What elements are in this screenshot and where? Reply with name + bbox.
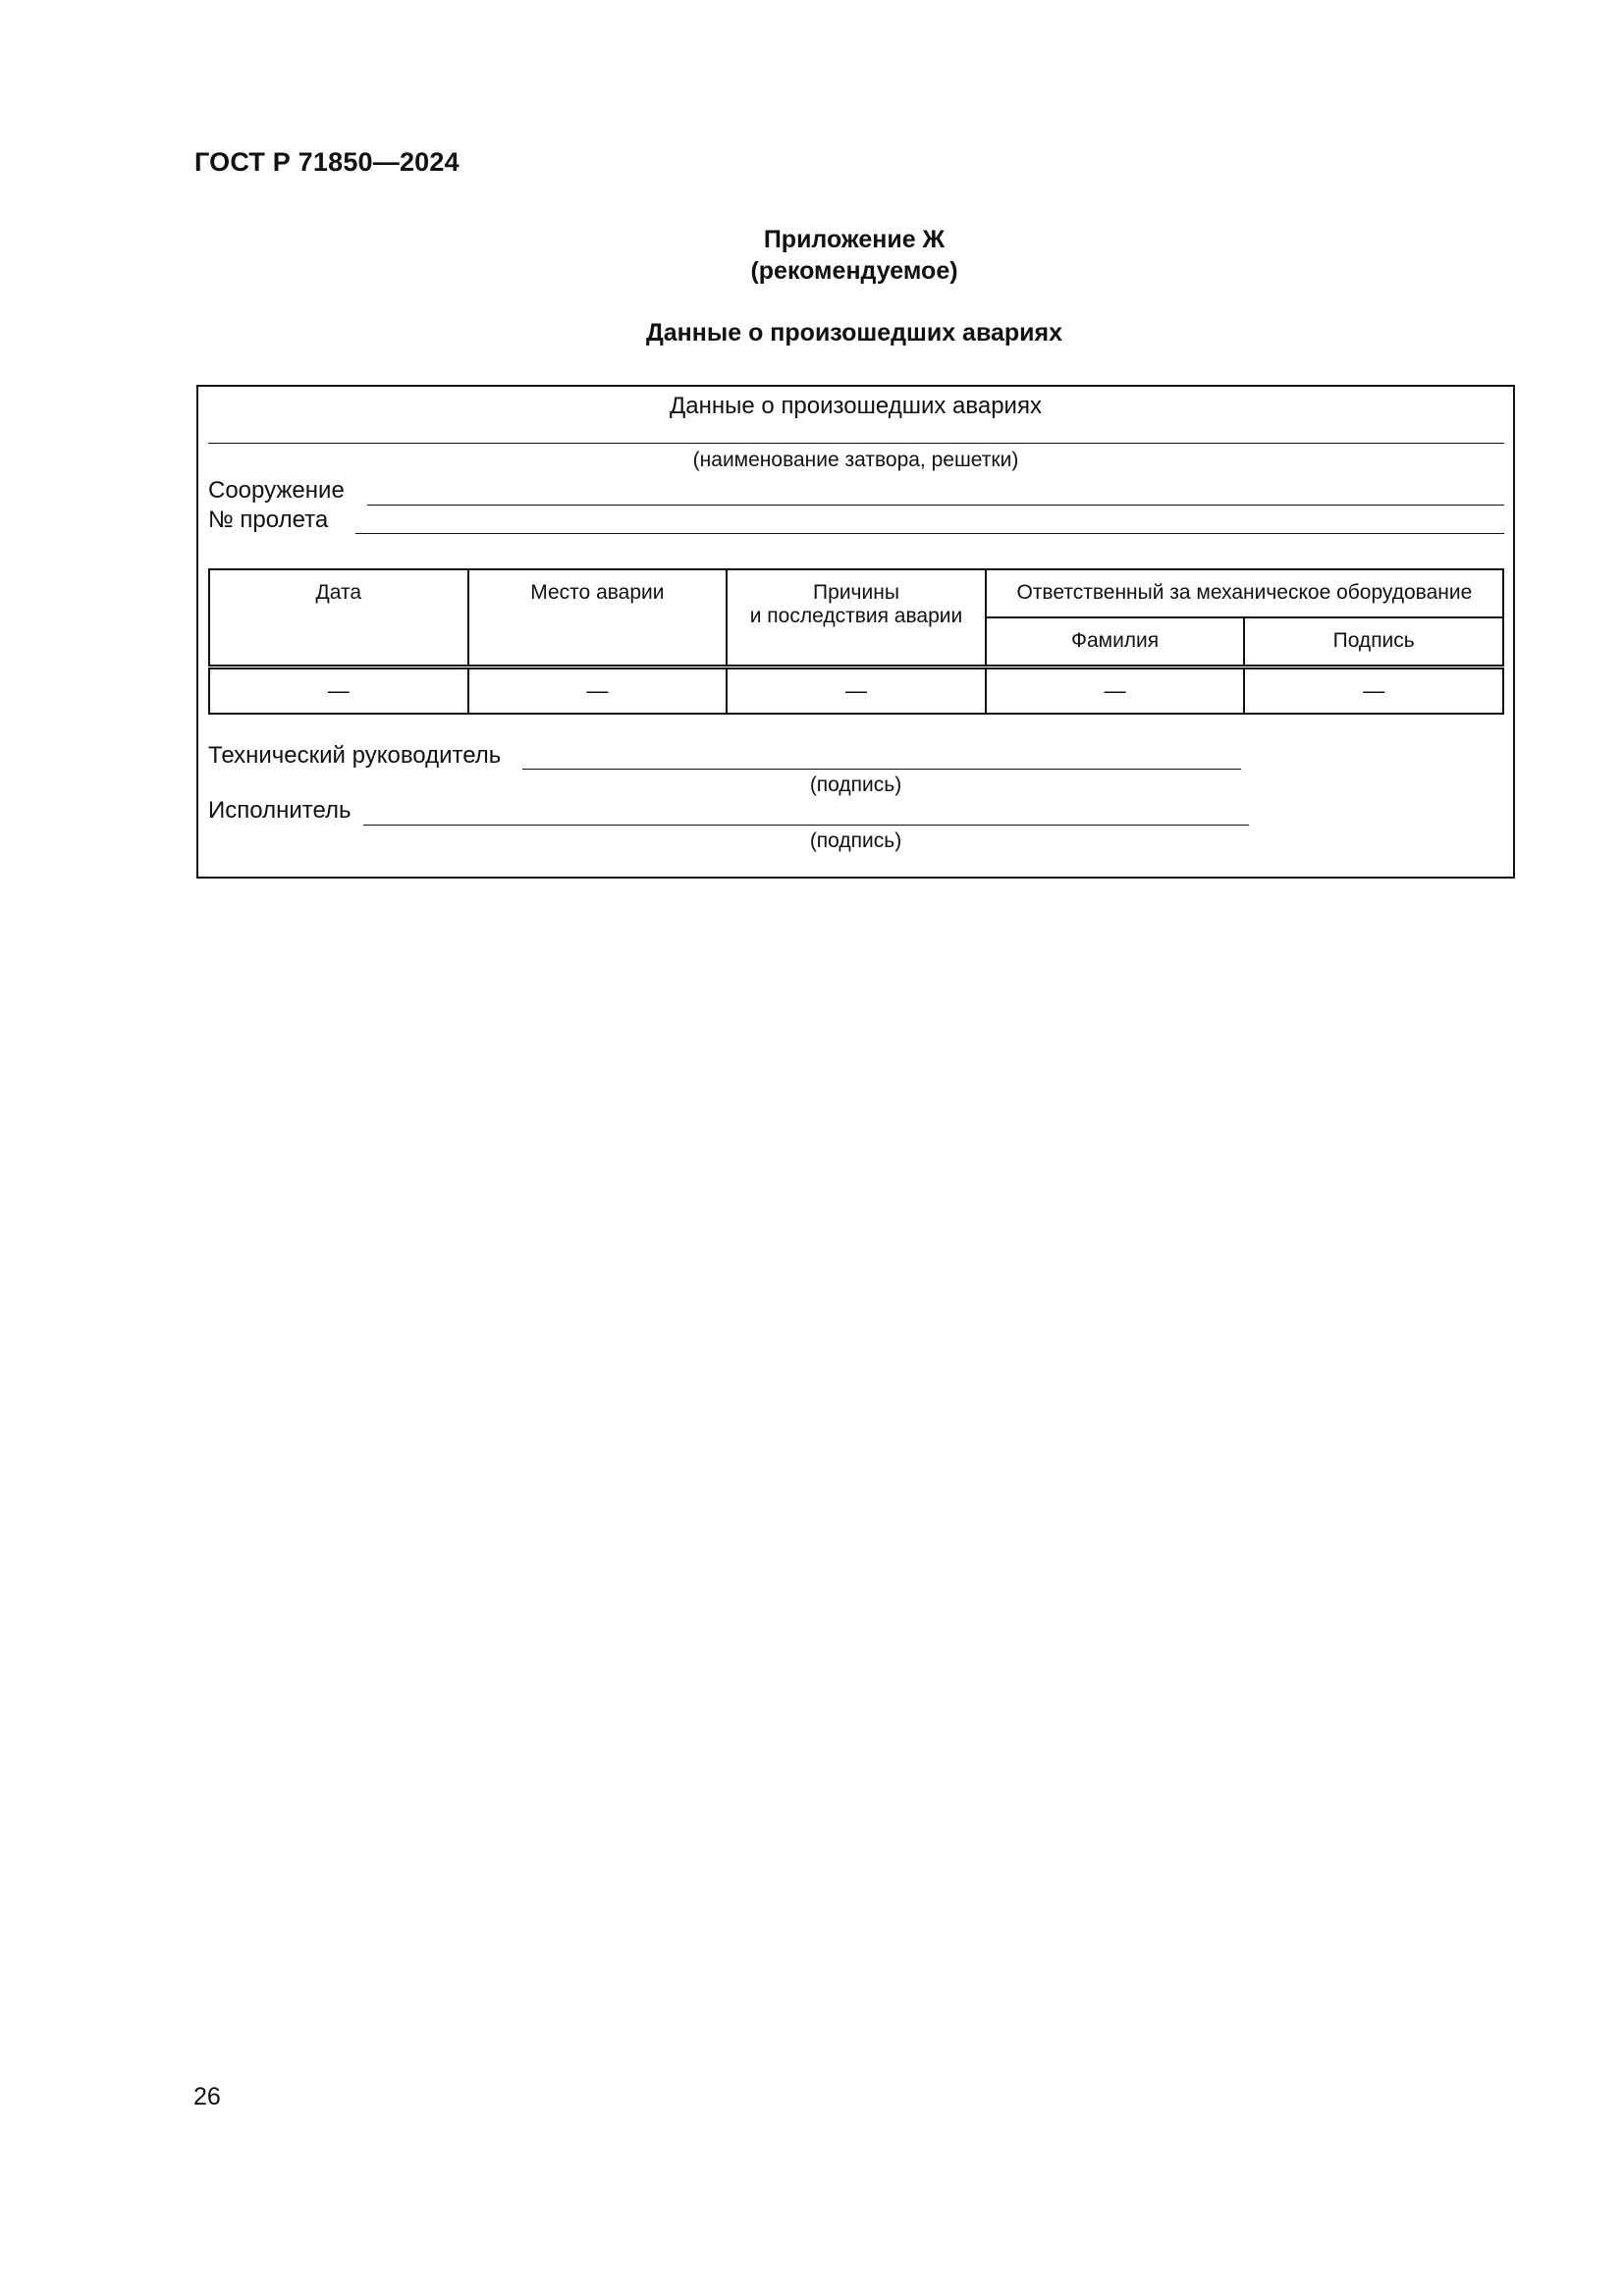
tech-manager-label: Технический руководитель (208, 742, 502, 769)
tech-manager-signature-caption: (подпись) (809, 774, 902, 796)
structure-label: Сооружение (208, 477, 345, 504)
table-row (209, 667, 1503, 715)
executor-label: Исполнитель (208, 797, 352, 824)
appendix-title: Приложение Ж (763, 226, 946, 253)
form-heading: Данные о произошедших авариях (670, 393, 1042, 419)
accident-form (196, 385, 1515, 879)
column-header-causes: Причины и последствия аварии (727, 569, 986, 667)
cell-surname: — (986, 667, 1245, 715)
column-header-responsible: Ответственный за механическое оборудование (986, 569, 1503, 617)
span-line (355, 533, 1504, 534)
column-header-place: Место аварии (468, 569, 728, 667)
column-header-date: Дата (209, 569, 468, 667)
cell-signature: — (1244, 667, 1503, 715)
gate-name-line (208, 443, 1504, 444)
page-number: 26 (193, 2083, 221, 2110)
document-code: ГОСТ Р 71850—2024 (194, 147, 460, 177)
tech-manager-signature-line (522, 769, 1241, 770)
executor-signature-line (363, 825, 1249, 826)
structure-line (367, 505, 1504, 506)
gate-name-caption: (наименование затвора, решетки) (692, 449, 1019, 471)
cell-place: — (468, 667, 728, 715)
cell-causes: — (727, 667, 986, 715)
cell-date: — (209, 667, 468, 715)
appendix-kind: (рекомендуемое) (750, 257, 958, 285)
column-header-signature: Подпись (1244, 617, 1503, 667)
accidents-table (208, 568, 1504, 715)
column-header-surname: Фамилия (986, 617, 1245, 667)
executor-signature-caption: (подпись) (809, 829, 902, 852)
section-title: Данные о произошедших авариях (645, 319, 1063, 347)
span-label: № пролета (208, 507, 329, 533)
